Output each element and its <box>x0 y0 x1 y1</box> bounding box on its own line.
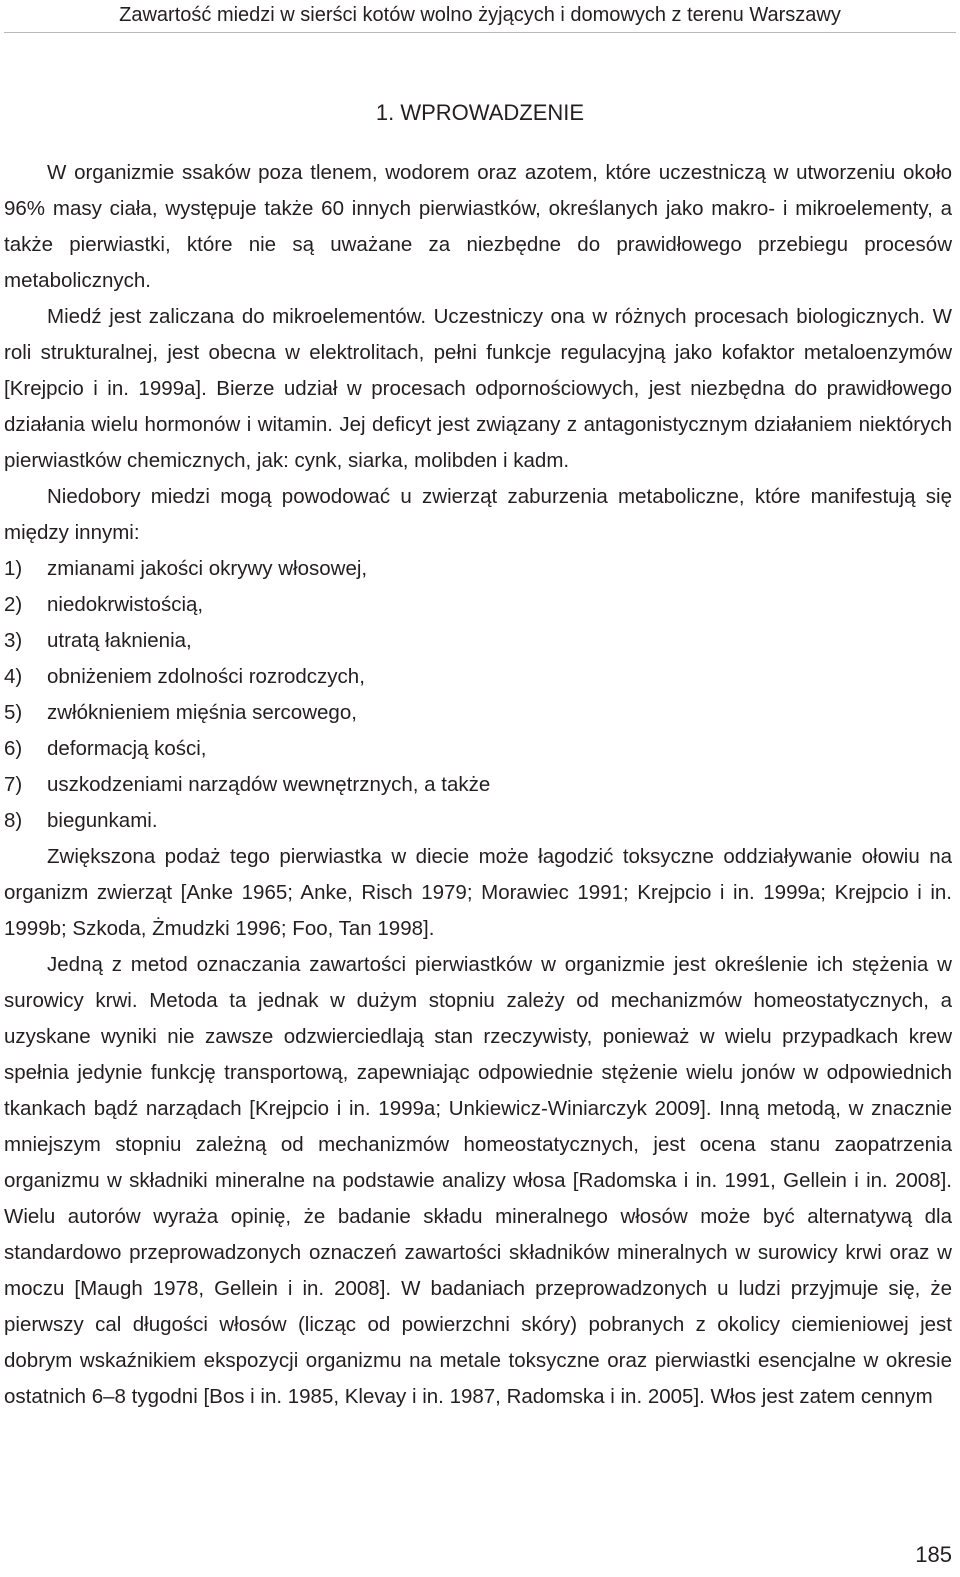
list-text: biegunkami. <box>47 809 158 832</box>
page-number: 185 <box>915 1542 952 1567</box>
list-item <box>4 695 952 731</box>
body-text <box>4 155 952 1415</box>
list-item <box>4 659 952 695</box>
list-number: 7) <box>4 773 23 796</box>
list-text: zmianami jakości okrywy włosowej, <box>47 557 368 580</box>
paragraph: Miedź jest zaliczana do mikroelementów. Uczestniczy ona w różnych procesach biologicznych. W roli strukturalnej, jest obecna w elektrolitach, pełni funkcje regulacyjną jako kofaktor metaloenzymów [Krejpcio i in. 1999a]. Bierze udział w procesach odpornościowych, jest niezbędna do prawidłowego działania wielu hormonów i witamin. Jej deficyt jest związany z antagonistycznym działaniem niektórych pierwiastków chemicznych, jak: cynk, siarka, molibden i kadm. <box>4 305 952 472</box>
list-number: 5) <box>4 701 23 724</box>
paragraph: Zwiększona podaż tego pierwiastka w diecie może łagodzić toksyczne oddziaływanie ołowiu na organizm zwierząt [Anke 1965; Anke, Risch 1979; Morawiec 1991; Krejpcio i in. 1999a; Krejpcio i in. 1999b; Szkoda, Żmudzki 1996; Foo, Tan 1998]. <box>4 845 952 940</box>
list-text: niedokrwistością, <box>47 593 204 616</box>
paragraph: Niedobory miedzi mogą powodować u zwierząt zaburzenia metaboliczne, które manifestują się między innymi: <box>4 485 952 544</box>
section-heading: 1. WPROWADZENIE <box>375 100 585 125</box>
list-item <box>4 767 952 803</box>
paragraph: Jedną z metod oznaczania zawartości pierwiastków w organizmie jest określenie ich stężenia w surowicy krwi. Metoda ta jednak w dużym stopniu zależy od mechanizmów homeostatycznych, a uzyskane wyniki nie zawsze odzwierciedlają stan rzeczywisty, ponieważ w wielu przypadkach krew spełnia jedynie funkcję transportową, zapewniając odpowiednie stężenie wielu jonów w odpowiednich tkankach bądź narządach [Krejpcio i in. 1999a; Unkiewicz-Winiarczyk 2009]. Inną metodą, w znacznie mniejszym stopniu zależną od mechanizmów homeostatycznych, jest ocena stanu zaopatrzenia organizmu w składniki mineralne na podstawie analizy włosa [Radomska i in. 1991, Gellein i in. 2008]. Wielu autorów wyraża opinię, że badanie składu mineralnego włosów może być alternatywą dla standardowo przeprowadzonych oznaczeń zawartości składników mineralnych w surowicy krwi oraz w moczu [Maugh 1978, Gellein i in. 2008]. W badaniach przeprowadzonych u ludzi przyjmuje się, że pierwszy cal długości włosów (licząc od powierzchni skóry) pobranych z okolicy ciemieniowej jest dobrym wskaźnikiem ekspozycji organizmu na metale toksyczne oraz pierwiastki esencjalne w okresie ostatnich 6–8 tygodni [Bos i in. 1985, Klevay i in. 1987, Radomska i in. 2005]. Włos jest zatem cennym <box>4 953 952 1408</box>
list-text: uszkodzeniami narządów wewnętrznych, a także <box>47 773 491 796</box>
list-number: 3) <box>4 629 23 652</box>
list-text: utratą łaknienia, <box>47 629 192 652</box>
list-text: zwłóknieniem mięśnia sercowego, <box>47 701 357 724</box>
list-item <box>4 731 952 767</box>
list-text: deformacją kości, <box>47 737 207 760</box>
list-number: 4) <box>4 665 23 688</box>
header-rule <box>4 32 956 33</box>
paragraph: W organizmie ssaków poza tlenem, wodorem oraz azotem, które uczestniczą w utworzeniu około 96% masy ciała, występuje także 60 innych pierwiastków, określanych jako makro- i mikroelementy, a także pierwiastki, które nie są uważane za niezbędne do prawidłowego przebiegu procesów metabolicznych. <box>4 161 952 292</box>
symptom-list <box>4 551 952 839</box>
list-number: 1) <box>4 557 23 580</box>
list-item <box>4 551 952 587</box>
list-item <box>4 623 952 659</box>
list-text: obniżeniem zdolności rozrodczych, <box>47 665 365 688</box>
list-number: 8) <box>4 809 23 832</box>
list-item <box>4 587 952 623</box>
list-number: 6) <box>4 737 23 760</box>
list-item <box>4 803 952 839</box>
list-number: 2) <box>4 593 23 616</box>
running-header: Zawartość miedzi w sierści kotów wolno żyjących i domowych z terenu Warszawy <box>119 4 841 26</box>
